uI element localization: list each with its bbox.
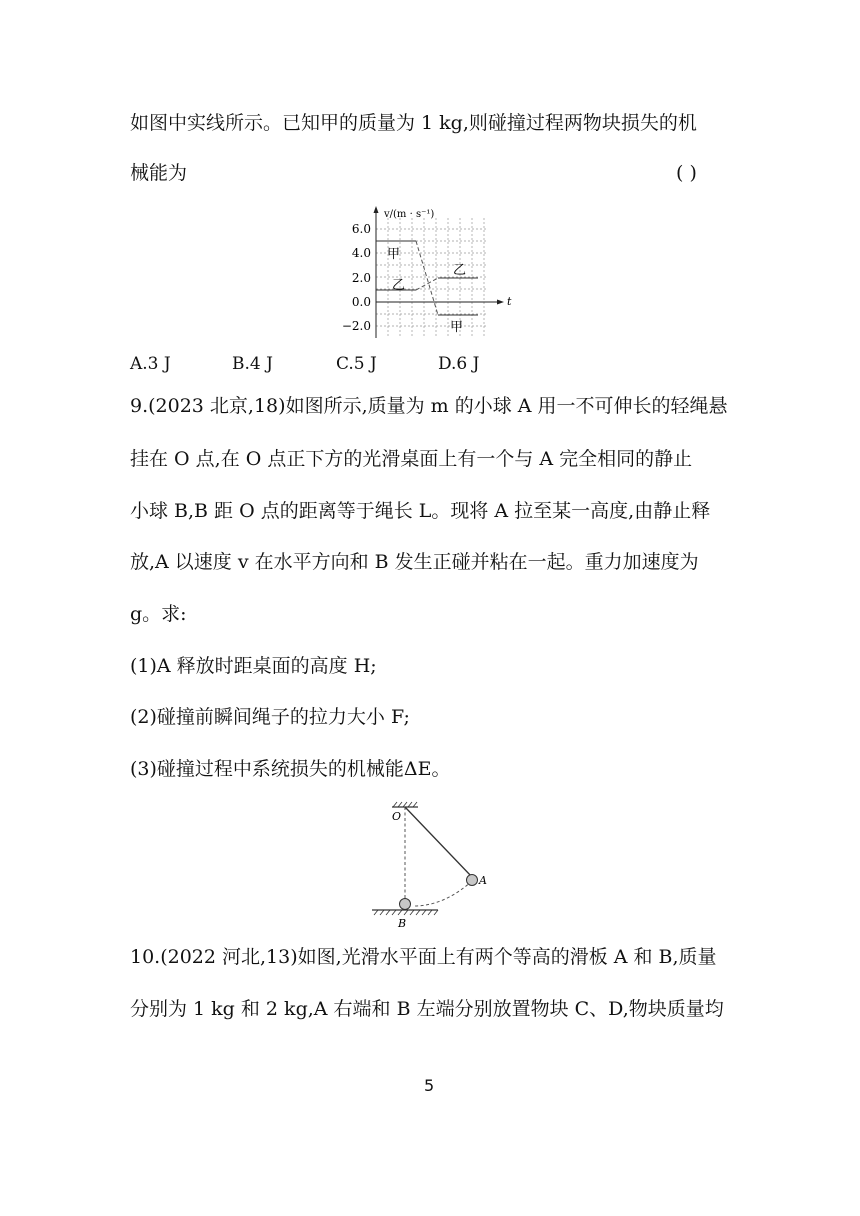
q9-text-line5: g。求:: [130, 603, 187, 625]
q9-text-line2: 挂在 O 点,在 O 点正下方的光滑桌面上有一个与 A 完全相同的静止: [130, 448, 693, 470]
q9-subquestion-2: (2)碰撞前瞬间绳子的拉力大小 F;: [130, 706, 410, 728]
label-jia-bottom: 甲: [450, 320, 464, 335]
label-yi-left: 乙: [392, 278, 406, 293]
q9-subquestion-3: (3)碰撞过程中系统损失的机械能ΔE。: [130, 758, 451, 780]
ball-b: [400, 899, 411, 910]
label-b: B: [398, 917, 407, 930]
tick-label-neg2: −2.0: [341, 319, 371, 333]
t-axis-arrow: [497, 300, 504, 305]
jia-dashed-collision: [416, 241, 438, 315]
v-axis-arrow: [374, 206, 379, 213]
graph-grid: [376, 218, 488, 336]
t-axis-label: t: [507, 295, 512, 308]
option-d: D.6 J: [438, 354, 480, 374]
option-a: A.3 J: [130, 354, 171, 374]
pendulum-figure: [368, 798, 498, 930]
ceiling-support: [392, 802, 418, 807]
q10-text-line2: 分别为 1 kg 和 2 kg,A 右端和 B 左端分别放置物块 C、D,物块质量均: [130, 998, 724, 1020]
label-o: O: [392, 810, 402, 823]
tick-label-6: 6.0: [351, 222, 371, 236]
label-jia-top: 甲: [387, 247, 401, 262]
tick-label-4: 4.0: [351, 246, 371, 260]
q8-text-line2: 械能为: [130, 162, 188, 184]
label-a: A: [479, 874, 487, 887]
q9-text-line3: 小球 B,B 距 O 点的距离等于绳长 L。现将 A 拉至某一高度,由静止释: [130, 500, 711, 522]
rope: [405, 807, 472, 877]
tick-label-2: 2.0: [351, 271, 371, 285]
option-c: C.5 J: [336, 354, 377, 374]
ball-a: [467, 875, 478, 886]
table-surface: [372, 910, 438, 915]
answer-bracket: ( ): [676, 162, 697, 184]
q9-text-line4: 放,A 以速度 v 在水平方向和 B 发生正碰并粘在一起。重力加速度为: [130, 551, 699, 573]
v-axis-label: v/(m · s⁻¹): [384, 209, 435, 220]
yi-dashed-collision: [416, 278, 438, 290]
q8-text-line1: 如图中实线所示。已知甲的质量为 1 kg,则碰撞过程两物块损失的机: [130, 112, 697, 134]
q9-text-line1: 9.(2023 北京,18)如图所示,质量为 m 的小球 A 用一不可伸长的轻绳悬: [130, 395, 728, 417]
q10-text-line1: 10.(2022 河北,13)如图,光滑水平面上有两个等高的滑板 A 和 B,质量: [130, 946, 717, 968]
page-number: 5: [424, 1076, 435, 1095]
option-b: B.4 J: [232, 354, 273, 374]
label-yi-right: 乙: [453, 263, 467, 278]
tick-label-0: 0.0: [351, 295, 371, 309]
velocity-time-graph: [340, 198, 520, 343]
swing-arc: [414, 881, 472, 906]
q9-subquestion-1: (1)A 释放时距桌面的高度 H;: [130, 655, 377, 677]
